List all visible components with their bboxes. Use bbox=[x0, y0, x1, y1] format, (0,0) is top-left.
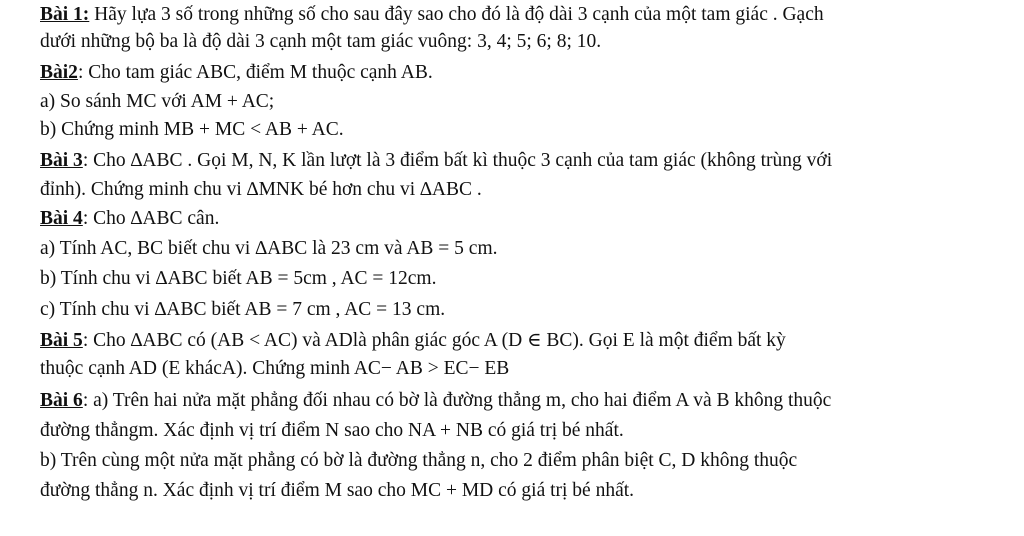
text-line bbox=[40, 388, 831, 414]
text-line bbox=[40, 177, 482, 203]
line-text: đường thẳng n. Xác định vị trí điểm M sao cho MC + MD có giá trị bé nhất. bbox=[40, 480, 635, 501]
line-text: thuộc cạnh AD (E khácA). Chứng minh AC− AB > EC− EB bbox=[40, 358, 510, 379]
text-line bbox=[40, 89, 274, 115]
text-line bbox=[40, 148, 832, 174]
text-line bbox=[40, 60, 433, 86]
text-line bbox=[40, 29, 601, 55]
line-text: b) Chứng minh MB + MC < AB + AC. bbox=[40, 119, 344, 140]
text-line bbox=[40, 418, 624, 444]
line-text: Hãy lựa 3 số trong những số cho sau đây sao cho đó là độ dài 3 cạnh của một tam giác . Gạch bbox=[89, 4, 824, 25]
text-line bbox=[40, 2, 824, 28]
text-line bbox=[40, 236, 498, 262]
line-text: : Cho ∆ABC cân. bbox=[82, 208, 220, 229]
line-text: đỉnh). Chứng minh chu vi ∆MNK bé hơn chu vi ∆ABC . bbox=[40, 179, 482, 200]
line-text: a) Tính AC, BC biết chu vi ∆ABC là 23 cm và AB = 5 cm. bbox=[40, 238, 498, 259]
line-text: c) Tính chu vi ∆ABC biết AB = 7 cm , AC = 13 cm. bbox=[40, 299, 446, 320]
text-line bbox=[40, 328, 786, 354]
line-text: đường thẳngm. Xác định vị trí điểm N sao cho NA + NB có giá trị bé nhất. bbox=[40, 420, 624, 441]
line-text: : a) Trên hai nửa mặt phẳng đối nhau có bờ là đường thẳng m, cho hai điểm A và B không thuộc bbox=[82, 390, 832, 411]
line-text: : Cho ∆ABC . Gọi M, N, K lần lượt là 3 điểm bất kì thuộc 3 cạnh của tam giác (không trùng với bbox=[82, 150, 833, 171]
exercise-heading: Bài2 bbox=[40, 62, 78, 83]
line-text: a) So sánh MC với AM + AC; bbox=[40, 91, 275, 112]
line-text: : Cho ∆ABC có (AB < AC) và ADlà phân giác góc A (D ∈ BC). Gọi E là một điểm bất kỳ bbox=[82, 330, 786, 351]
exercise-heading: Bài 5 bbox=[40, 330, 83, 351]
text-line bbox=[40, 117, 344, 143]
text-line bbox=[40, 356, 509, 382]
text-line bbox=[40, 266, 436, 292]
exercise-heading: Bài 1: bbox=[40, 4, 90, 25]
line-text: b) Trên cùng một nửa mặt phẳng có bờ là đường thẳng n, cho 2 điểm phân biệt C, D không thuộc bbox=[40, 450, 798, 471]
text-line bbox=[40, 478, 634, 504]
text-line bbox=[40, 448, 797, 474]
text-line bbox=[40, 297, 445, 323]
exercise-heading: Bài 3 bbox=[40, 150, 83, 171]
line-text: : Cho tam giác ABC, điểm M thuộc cạnh AB. bbox=[77, 62, 433, 83]
line-text: dưới những bộ ba là độ dài 3 cạnh một tam giác vuông: 3, 4; 5; 6; 8; 10. bbox=[40, 31, 602, 52]
exercise-heading: Bài 4 bbox=[40, 208, 83, 229]
exercise-heading: Bài 6 bbox=[40, 390, 83, 411]
text-line bbox=[40, 206, 219, 232]
line-text: b) Tính chu vi ∆ABC biết AB = 5cm , AC = 12cm. bbox=[40, 268, 437, 289]
